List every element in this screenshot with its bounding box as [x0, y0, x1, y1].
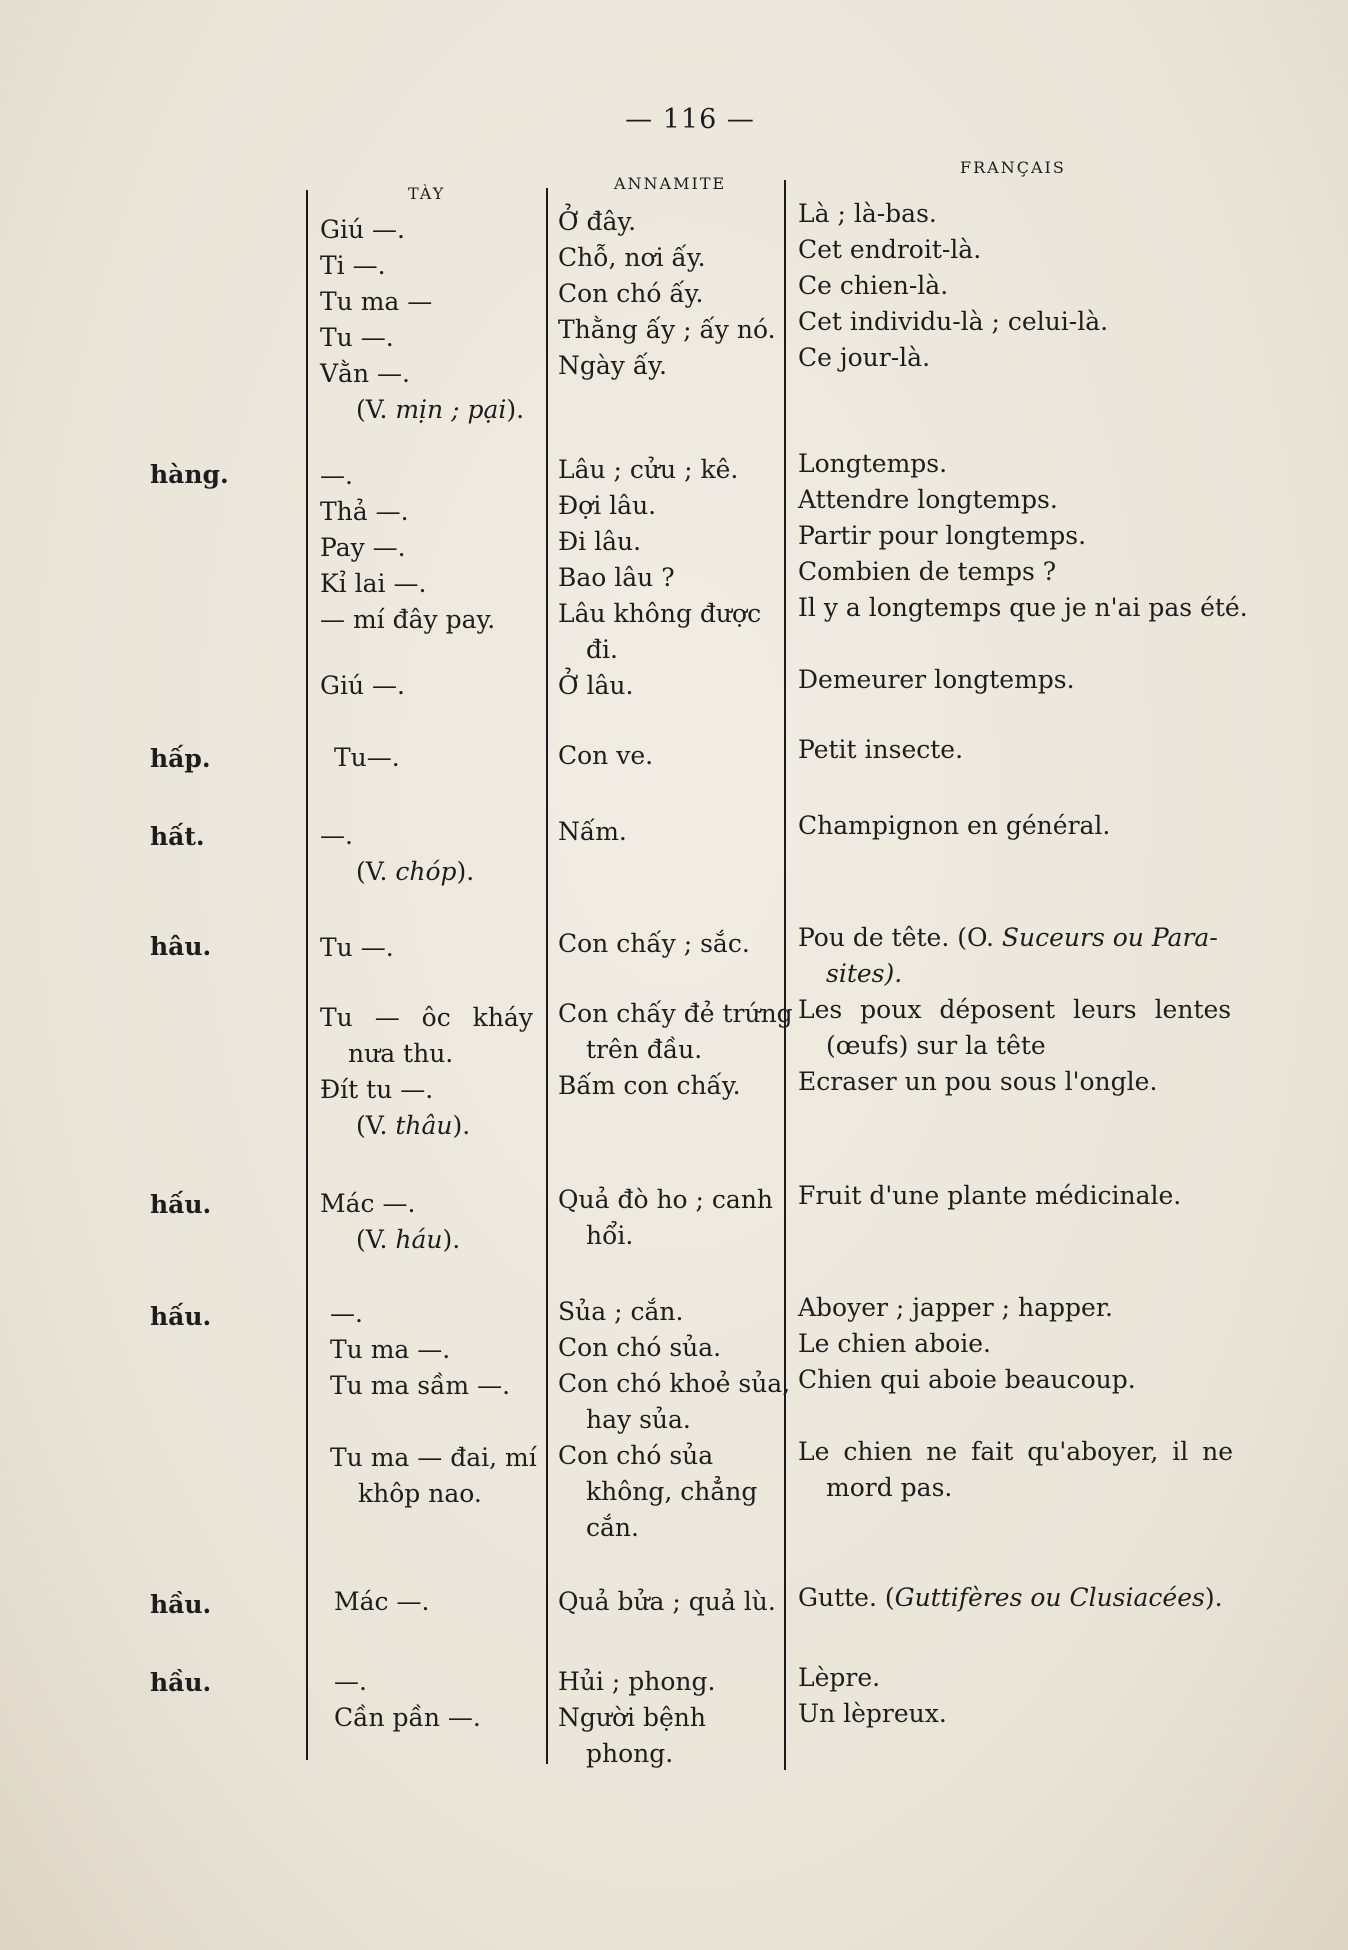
tay-line: —.	[334, 1667, 367, 1696]
tay-line: khôp nao.	[358, 1479, 482, 1508]
francais-line: Chien qui aboie beaucoup.	[798, 1365, 1136, 1394]
annamite-line: Con chó khoẻ sủa,	[558, 1369, 791, 1398]
annamite-line: Con chó sủa.	[558, 1333, 722, 1362]
tay-line: —.	[320, 821, 353, 850]
ref-prefix: (V.	[356, 857, 396, 886]
tay-line: —.	[320, 461, 353, 490]
ref-target: háu	[395, 1225, 443, 1254]
headword: hất.	[150, 822, 205, 851]
headword: hấu.	[150, 1190, 212, 1219]
annamite-line: Con ve.	[558, 741, 654, 770]
annamite-line: hổi.	[586, 1221, 634, 1250]
column-header-annamite: ANNAMITE	[614, 174, 727, 193]
ref-prefix: (V.	[356, 1225, 396, 1254]
annamite-line: Lâu ; cửu ; kê.	[558, 455, 739, 484]
column-header-francais: FRANÇAIS	[960, 158, 1066, 177]
francais-line: Fruit d'une plante médicinale.	[798, 1181, 1182, 1210]
headword: hàng.	[150, 460, 229, 489]
francais-line: Petit insecte.	[798, 735, 964, 764]
ref-target: thâu	[395, 1111, 453, 1140]
francais-line: sites).	[826, 959, 903, 988]
annamite-line: trên đầu.	[586, 1035, 703, 1064]
tay-line: Mác —.	[320, 1189, 416, 1218]
tay-line: Tu ma — đai, mí	[330, 1443, 537, 1472]
annamite-line: Con chó sủa	[558, 1441, 714, 1470]
annamite-line: Con chó ấy.	[558, 279, 704, 308]
francais-line: Combien de temps ?	[798, 557, 1057, 586]
tay-line: Mác —.	[334, 1587, 430, 1616]
tay-line: — mí đây pay.	[320, 605, 496, 634]
annamite-line: Ở lâu.	[558, 671, 634, 700]
tay-line: Tu ma —.	[330, 1335, 451, 1364]
annamite-line: Ngày ấy.	[558, 351, 667, 380]
ref-prefix: (V.	[356, 1111, 396, 1140]
tay-line: Pay —.	[320, 533, 406, 562]
francais-line: Le chien aboie.	[798, 1329, 991, 1358]
francais-line	[798, 1580, 1223, 1616]
francais-line: Lèpre.	[798, 1663, 881, 1692]
annamite-line: Ở đây.	[558, 207, 637, 236]
annamite-line: Lâu không được	[558, 599, 762, 628]
francais-line: (œufs) sur la tête	[826, 1031, 1046, 1060]
annamite-line: Bao lâu ?	[558, 563, 675, 592]
francais-line: Ecraser un pou sous l'ongle.	[798, 1067, 1158, 1096]
tay-line: Tu —.	[320, 933, 394, 962]
annamite-line: Sủa ; cắn.	[558, 1297, 684, 1326]
ref-suffix: ).	[506, 395, 525, 424]
francais-line: Longtemps.	[798, 449, 948, 478]
ref-suffix: ).	[442, 1225, 461, 1254]
annamite-line: Bấm con chấy.	[558, 1071, 741, 1100]
francais-line: Les poux déposent leurs lentes	[798, 995, 1232, 1024]
ref-suffix: ).	[452, 1111, 471, 1140]
tay-line: Ti —.	[320, 251, 386, 280]
annamite-line: Nấm.	[558, 817, 627, 846]
annamite-line: cắn.	[586, 1513, 639, 1542]
annamite-line: đi.	[586, 635, 618, 664]
francais-line: mord pas.	[826, 1473, 953, 1502]
annamite-line: Người bệnh	[558, 1703, 706, 1732]
tay-line: Vằn —.	[320, 359, 410, 388]
francais-line: Ce jour-là.	[798, 343, 931, 372]
column-rule-3	[784, 180, 786, 1770]
tay-line: Kỉ lai —.	[320, 569, 427, 598]
francais-italic: Suceurs ou Para-	[1001, 923, 1218, 952]
headword: hâu.	[150, 932, 212, 961]
francais-line: Ce chien-là.	[798, 271, 949, 300]
column-header-tay: TÀY	[408, 184, 446, 203]
tay-line: Đít tu —.	[320, 1075, 434, 1104]
ref-target: chóp	[395, 857, 457, 886]
tay-line: Tu — ôc kháy	[320, 1003, 533, 1032]
headword: hầu.	[150, 1668, 212, 1697]
annamite-line: Quả đò ho ; canh	[558, 1185, 774, 1214]
ref-prefix: (V.	[356, 395, 396, 424]
francais-text: Gutte. (	[798, 1583, 895, 1612]
annamite-line: phong.	[586, 1739, 674, 1768]
cross-reference	[320, 392, 524, 428]
column-rule-1	[306, 190, 308, 1760]
francais-line: Là ; là-bas.	[798, 199, 937, 228]
francais-line: Partir pour longtemps.	[798, 521, 1087, 550]
francais-line: Cet endroit-là.	[798, 235, 982, 264]
tay-line: Giú —.	[320, 215, 405, 244]
tay-line: Tu—.	[334, 743, 400, 772]
annamite-line: Đợi lâu.	[558, 491, 657, 520]
tay-line: nưa thu.	[348, 1039, 454, 1068]
tay-line: —.	[330, 1299, 363, 1328]
francais-line: Un lèpreux.	[798, 1699, 947, 1728]
annamite-line: Hủi ; phong.	[558, 1667, 716, 1696]
annamite-line: Con chấy đẻ trứng	[558, 999, 793, 1028]
tay-line: Thả —.	[320, 497, 409, 526]
francais-line: Le chien ne fait qu'aboyer, il ne	[798, 1437, 1234, 1466]
headword: hấu.	[150, 1302, 212, 1331]
annamite-line: Quả bửa ; quả lù.	[558, 1587, 776, 1616]
column-rule-2	[546, 188, 548, 1764]
tay-line: Cần pần —.	[334, 1703, 481, 1732]
cross-reference	[320, 1108, 470, 1144]
francais-text: ).	[1204, 1583, 1223, 1612]
francais-line: Attendre longtemps.	[798, 485, 1058, 514]
tay-line: Tu ma —	[320, 287, 433, 316]
ref-suffix: ).	[456, 857, 475, 886]
headword: hầu.	[150, 1590, 212, 1619]
tay-line: Tu ma sầm —.	[330, 1371, 511, 1400]
francais-text: Pou de tête. (O.	[798, 923, 1002, 952]
headword: hấp.	[150, 744, 211, 773]
annamite-line: Con chấy ; sắc.	[558, 929, 750, 958]
tay-line: Tu —.	[320, 323, 394, 352]
annamite-line: Đi lâu.	[558, 527, 642, 556]
francais-italic: Guttifères ou Clusiacées	[894, 1583, 1205, 1612]
francais-line	[798, 920, 1218, 956]
francais-line: Il y a longtemps que je n'ai pas été.	[798, 593, 1248, 622]
francais-line: Aboyer ; japper ; happer.	[798, 1293, 1113, 1322]
francais-line: Champignon en général.	[798, 811, 1111, 840]
annamite-line: hay sủa.	[586, 1405, 691, 1434]
tay-line: Giú —.	[320, 671, 405, 700]
ref-target: mịn ; pại	[395, 395, 507, 424]
annamite-line: Chỗ, nơi ấy.	[558, 243, 706, 272]
page-number: — 116 —	[625, 104, 755, 135]
annamite-line: không, chẳng	[586, 1477, 758, 1506]
francais-line: Cet individu-là ; celui-là.	[798, 307, 1109, 336]
francais-line: Demeurer longtemps.	[798, 665, 1075, 694]
annamite-line: Thằng ấy ; ấy nó.	[558, 315, 776, 344]
cross-reference	[320, 854, 474, 890]
cross-reference	[320, 1222, 460, 1258]
